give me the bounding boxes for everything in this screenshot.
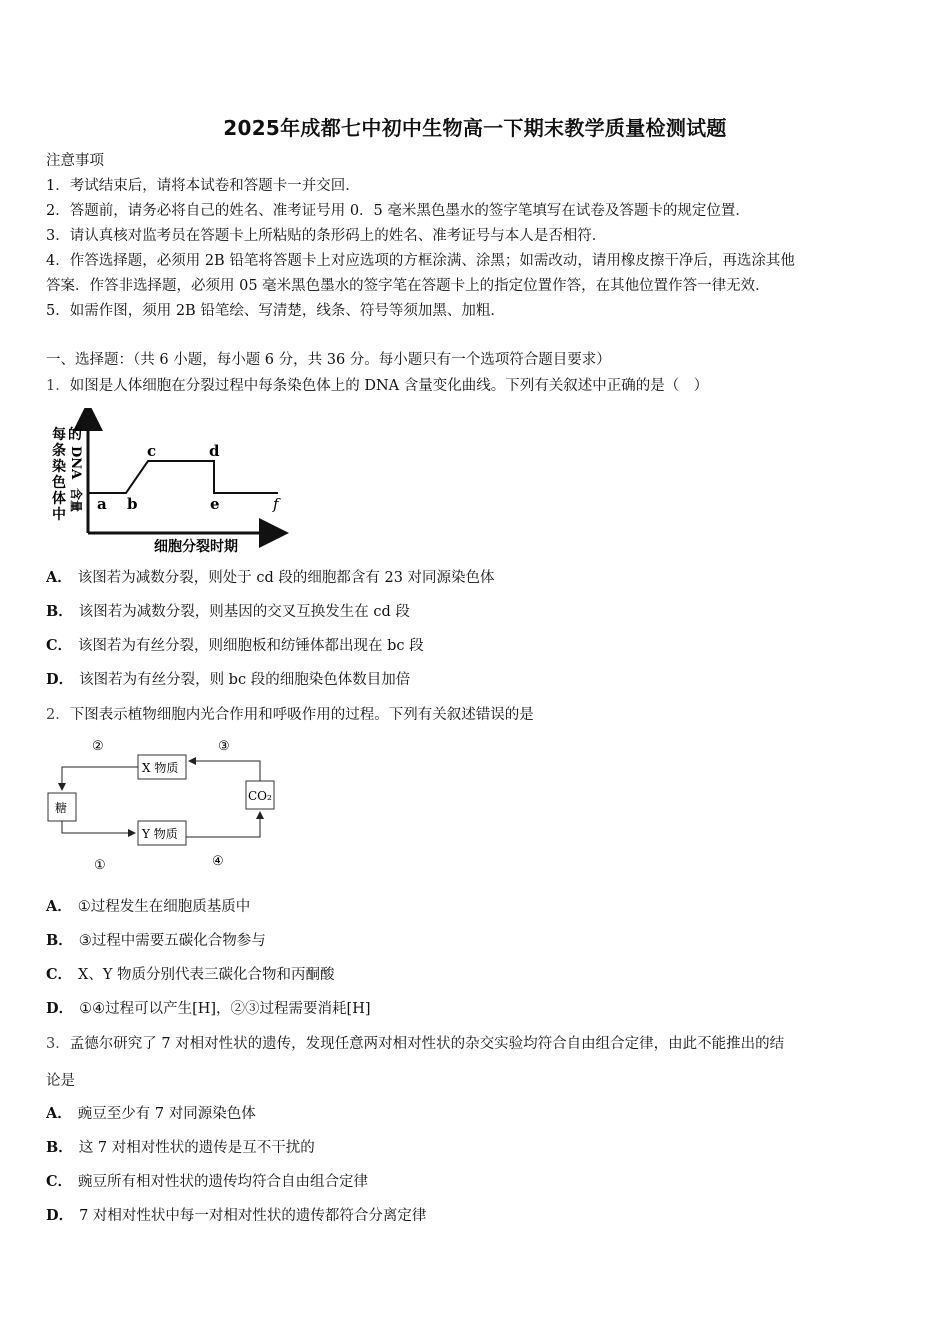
q3-option-a xyxy=(46,1104,256,1124)
y-substance-label: Y 物质 xyxy=(142,827,178,841)
dna-curve xyxy=(88,461,278,493)
page-title: 2025年成都七中初中生物高一下期末教学质量检测试题 xyxy=(223,116,727,140)
option-text: ①过程发生在细胞质基质中 xyxy=(77,899,251,915)
option-letter: C． xyxy=(46,637,73,654)
notice-item: 2．答题前，请务必将自己的姓名、准考证号用 0．5 毫米黑色墨水的签字笔填写在试卷及答题卡的规定位置． xyxy=(46,203,750,219)
section-heading: 一、选择题：（共 6 小题，每小题 6 分，共 36 分。每小题只有一个选项符合题目要求） xyxy=(46,352,611,368)
option-text: ①④过程可以产生[H]，②③过程需要消耗[H] xyxy=(79,1001,371,1017)
option-letter: D． xyxy=(46,1000,74,1017)
question-text: 如图是人体细胞在分裂过程中每条染色体上的 DNA 含量变化曲线。下列有关叙述中正确的是（ ） xyxy=(69,378,709,394)
y-label-char: 色 xyxy=(52,475,66,491)
option-letter: A． xyxy=(46,898,72,915)
option-letter: C． xyxy=(46,1173,73,1190)
question-number: 1． xyxy=(46,378,70,394)
point-label-a: a xyxy=(97,495,107,513)
option-letter: A． xyxy=(46,1105,72,1122)
option-text: 该图若为减数分裂，则基因的交叉互换发生在 cd 段 xyxy=(78,604,410,620)
question-3-stem xyxy=(46,1034,784,1054)
process-label-2: ② xyxy=(92,739,104,754)
option-text: 该图若为有丝分裂，则 bc 段的细胞染色体数目加倍 xyxy=(79,672,411,688)
option-text: 该图若为有丝分裂，则细胞板和纺锤体都出现在 bc 段 xyxy=(78,638,424,654)
y-label-content: 含量 xyxy=(69,488,83,513)
y-label-char: 体 xyxy=(52,491,66,507)
photosynthesis-respiration-diagram xyxy=(46,735,286,875)
q1-option-b xyxy=(46,602,410,622)
arrow-1 xyxy=(62,821,134,833)
q1-option-c xyxy=(46,636,424,656)
q3-option-d xyxy=(46,1206,426,1226)
question-number: 3． xyxy=(46,1036,70,1052)
option-letter: A． xyxy=(46,569,72,586)
question-2-stem xyxy=(46,705,534,725)
point-label-b: b xyxy=(127,495,138,513)
notice-item: 1．考试结束后，请将本试卷和答题卡一并交回． xyxy=(46,178,360,194)
option-letter: B． xyxy=(46,603,73,620)
q2-option-a xyxy=(46,897,250,917)
notice-item: 3．请认真核对监考员在答题卡上所粘贴的条形码上的姓名、准考证号与本人是否相符． xyxy=(46,228,607,244)
arrow-2 xyxy=(62,767,138,789)
option-letter: B． xyxy=(46,932,73,949)
arrow-4 xyxy=(186,813,260,837)
q1-option-d xyxy=(46,670,410,690)
y-label-char: 染 xyxy=(52,459,66,475)
option-text: 豌豆至少有 7 对同源染色体 xyxy=(77,1106,256,1122)
y-label-char: 每 xyxy=(52,427,66,443)
option-letter: B． xyxy=(46,1139,73,1156)
process-label-3: ③ xyxy=(218,739,230,754)
q3-option-c xyxy=(46,1172,368,1192)
option-text: ③过程中需要五碳化合物参与 xyxy=(78,933,266,949)
notice-item: 答案．作答非选择题，必须用 05 毫米黑色墨水的签字笔在答题卡上的指定位置作答，在其他位置作答一律无效． xyxy=(46,278,770,294)
arrow-3 xyxy=(190,761,260,781)
y-label-dna: DNA xyxy=(68,446,83,480)
option-letter: D． xyxy=(46,1207,74,1224)
q1-option-a xyxy=(46,568,495,588)
process-label-4: ④ xyxy=(212,854,224,869)
option-text: 7 对相对性状中每一对相对性状的遗传都符合分离定律 xyxy=(79,1208,427,1224)
dna-content-graph xyxy=(46,408,296,558)
question-number: 2． xyxy=(46,707,70,723)
option-text: X、Y 物质分别代表三碳化合物和丙酮酸 xyxy=(78,967,335,983)
notice-item: 5．如需作图，须用 2B 铅笔绘、写清楚，线条、符号等须加黑、加粗． xyxy=(46,303,505,319)
y-label-de: 的 xyxy=(68,427,82,443)
x-axis-label: 细胞分裂时期 xyxy=(154,539,238,555)
notice-heading: 注意事项 xyxy=(46,153,104,169)
sugar-label: 糖 xyxy=(55,801,68,815)
option-letter: C． xyxy=(46,966,73,983)
option-letter: D． xyxy=(46,671,74,688)
point-label-f: f xyxy=(273,495,279,513)
co2-label: CO₂ xyxy=(248,789,272,803)
option-text: 该图若为减数分裂，则处于 cd 段的细胞都含有 23 对同源染色体 xyxy=(77,570,495,586)
x-substance-label: X 物质 xyxy=(142,761,179,775)
y-label-char: 条 xyxy=(52,443,66,459)
question-3-stem-cont: 论是 xyxy=(46,1073,75,1089)
notice-item: 4．作答选择题，必须用 2B 铅笔将答题卡上对应选项的方框涂满、涂黑；如需改动，请用橡皮擦干净后，再选涂其他 xyxy=(46,253,795,269)
option-text: 这 7 对相对性状的遗传是互不干扰的 xyxy=(78,1140,315,1156)
question-1-stem xyxy=(46,376,708,396)
q2-option-b xyxy=(46,931,266,951)
q2-option-c xyxy=(46,965,335,985)
point-label-e: e xyxy=(210,495,220,513)
y-label-char: 中 xyxy=(52,507,66,523)
option-text: 豌豆所有相对性状的遗传均符合自由组合定律 xyxy=(78,1174,369,1190)
process-label-1: ① xyxy=(94,858,106,873)
question-text: 下图表示植物细胞内光合作用和呼吸作用的过程。下列有关叙述错误的是 xyxy=(69,707,534,723)
q2-option-d xyxy=(46,999,371,1019)
q3-option-b xyxy=(46,1138,315,1158)
point-label-c: c xyxy=(147,442,157,460)
point-label-d: d xyxy=(209,442,220,460)
question-text: 孟德尔研究了 7 对相对性状的遗传，发现任意两对相对性状的杂交实验均符合自由组合定律，由此不能推出的结 xyxy=(69,1036,785,1052)
